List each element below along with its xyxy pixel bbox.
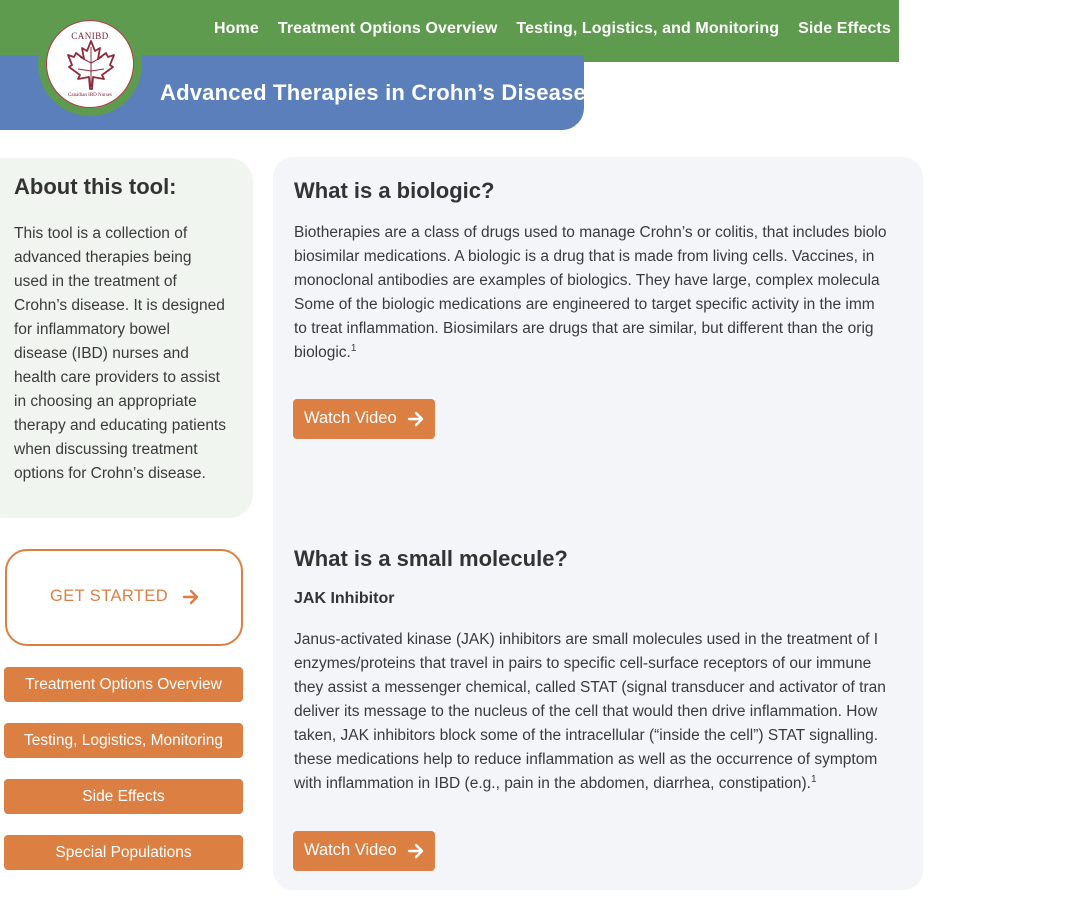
maple-leaf-icon	[66, 39, 116, 91]
biologic-line: biologic.	[294, 344, 351, 361]
about-line: therapy and educating patients	[14, 417, 226, 434]
nav-testing-logistics-monitoring[interactable]: Testing, Logistics, and Monitoring	[516, 20, 780, 37]
nav-treatment-options-overview[interactable]: Treatment Options Overview	[277, 20, 498, 37]
about-card	[0, 158, 253, 518]
logo-top-text: CANIBD	[71, 31, 109, 41]
sidebar-button-special-populations[interactable]: Special Populations	[4, 835, 243, 870]
sidebar-button-testing-logistics[interactable]: Testing, Logistics, Monitoring	[4, 723, 243, 758]
watch-video-label: Watch Video	[304, 409, 397, 427]
small-molecule-line: taken, JAK inhibitors block some of the intracellular (“inside the cell”) STAT signalling.	[294, 727, 879, 744]
about-line: advanced therapies being	[14, 249, 192, 266]
small-molecule-line: they assist a messenger chemical, called STAT (signal transducer and activator of tran	[294, 679, 886, 696]
about-heading: About this tool:	[14, 174, 177, 199]
nav-home[interactable]: Home	[214, 20, 259, 37]
small-molecule-line: these medications help to reduce inflammation as well as the occurrence of symptom	[294, 751, 878, 768]
sidebar-button-treatment-options[interactable]: Treatment Options Overview	[4, 667, 243, 702]
about-line: This tool is a collection of	[14, 225, 188, 242]
about-line: used in the treatment of	[14, 273, 177, 290]
watch-video-biologic-button[interactable]	[293, 399, 435, 439]
small-molecule-heading: What is a small molecule?	[294, 546, 568, 571]
watch-video-small-molecule-button[interactable]	[293, 831, 435, 871]
page-title: Advanced Therapies in Crohn’s Disease	[160, 80, 586, 105]
footnote-ref[interactable]: 1	[810, 773, 817, 785]
about-line: Crohn’s disease. It is designed	[14, 297, 225, 314]
watch-video-label: Watch Video	[304, 841, 397, 859]
nav-special-populations[interactable]: Special Populations	[909, 20, 1064, 37]
get-started-button[interactable]	[5, 549, 243, 646]
sidebar-button-side-effects[interactable]: Side Effects	[4, 779, 243, 814]
about-line: when discussing treatment	[14, 441, 198, 458]
about-line: in choosing an appropriate	[14, 393, 197, 410]
jak-inhibitor-subheading: JAK Inhibitor	[294, 590, 395, 607]
small-molecule-line: with inflammation in IBD (e.g., pain in the abdomen, diarrhea, constipation).	[294, 775, 811, 792]
about-line: health care providers to assist	[14, 369, 220, 386]
about-line: for inflammatory bowel	[14, 321, 170, 338]
arrow-right-icon	[408, 411, 424, 427]
small-molecule-line: Janus-activated kinase (JAK) inhibitors are small molecules used in the treatment of I	[294, 631, 879, 648]
biologic-line: to treat inflammation. Biosimilars are drugs that are similar, but different than the orig	[294, 320, 874, 337]
biologic-text	[294, 221, 934, 365]
footnote-ref[interactable]: 1	[350, 342, 357, 354]
small-molecule-line: enzymes/proteins that travel in pairs to specific cell-surface receptors of our immune	[294, 655, 872, 672]
logo-badge	[46, 20, 134, 108]
small-molecule-text	[294, 628, 934, 796]
biologic-heading: What is a biologic?	[294, 178, 495, 203]
logo-bottom-text: Canadian IBD Nurses	[68, 93, 112, 98]
biologic-line: Biotherapies are a class of drugs used to manage Crohn’s or colitis, that includes biolo	[294, 224, 887, 241]
arrow-right-icon	[408, 843, 424, 859]
main-nav	[214, 0, 1083, 58]
about-line: disease (IBD) nurses and	[14, 345, 189, 362]
nav-side-effects[interactable]: Side Effects	[798, 20, 891, 37]
small-molecule-line: deliver its message to the nucleus of the cell that would then drive inflammation. How	[294, 703, 878, 720]
biologic-line: Some of the biologic medications are engineered to target specific activity in the imm	[294, 296, 875, 313]
about-text	[14, 222, 240, 486]
arrow-right-icon	[182, 588, 200, 606]
get-started-label: GET STARTED	[50, 587, 169, 605]
biologic-line: biosimilar medications. A biologic is a drug that is made from living cells. Vaccines, in	[294, 248, 875, 265]
about-line: options for Crohn’s disease.	[14, 465, 206, 482]
biologic-line: monoclonal antibodies are examples of biologics. They have large, complex molecula	[294, 272, 880, 289]
canibd-logo[interactable]	[38, 12, 142, 116]
